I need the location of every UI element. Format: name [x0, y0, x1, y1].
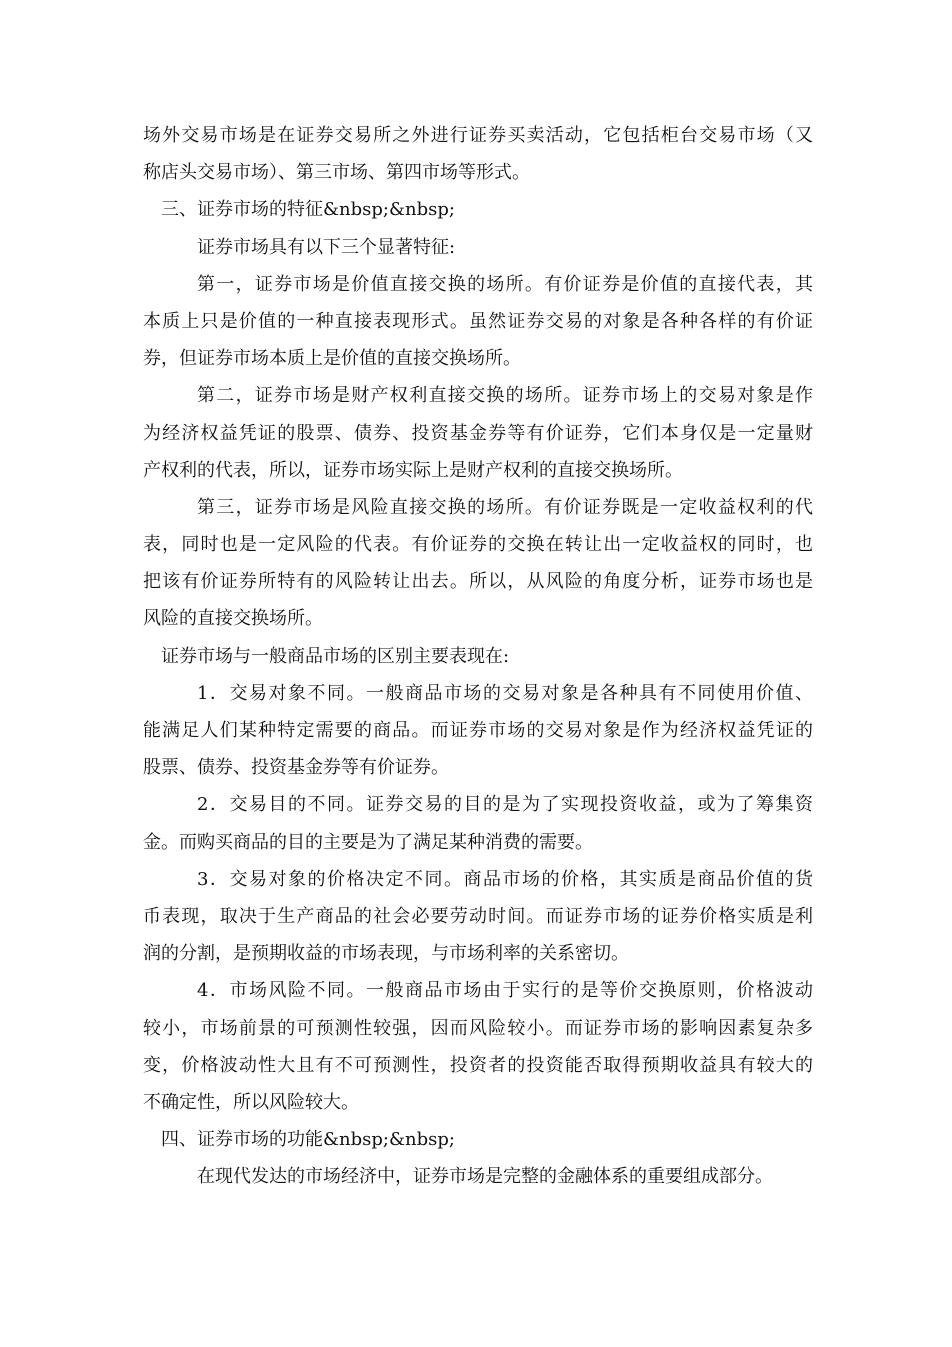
text-line: 不确定性，所以风险较大。	[143, 1091, 359, 1113]
text-line: 在现代发达的市场经济中，证券市场是完整的金融体系的重要组成部分。	[197, 1166, 773, 1188]
section-heading: 三、证券市场的特征&nbsp;&nbsp;	[161, 199, 455, 221]
text-line: 变，价格波动性大且有不可预测性，投资者的投资能否取得预期收益具有较大的	[143, 1054, 813, 1076]
document-body	[143, 117, 813, 1195]
text-line: 场外交易市场是在证券交易所之外进行证券买卖活动，它包括柜台交易市场（又	[143, 125, 813, 146]
text-line: 券，但证券市场本质上是价值的直接交换场所。	[143, 348, 521, 370]
text-line: 证券市场与一般商品市场的区别主要表现在:	[161, 645, 510, 667]
text-line: 第三，证券市场是风险直接交换的场所。有价证券既是一定收益权利的代	[197, 496, 813, 518]
text-line: 第一，证券市场是价值直接交换的场所。有价证券是价值的直接代表，其	[197, 273, 813, 295]
text-line: 风险的直接交换场所。	[143, 608, 323, 630]
text-line: 股票、债券、投资基金券等有价证券。	[143, 757, 449, 779]
text-line: 本质上只是价值的一种直接表现形式。虽然证券交易的对象是各种各样的有价证	[143, 310, 813, 332]
text-line: 较小，市场前景的可预测性较强，因而风险较小。而证券市场的影响因素复杂多	[143, 1017, 813, 1039]
text-line: 润的分割，是预期收益的市场表现，与市场利率的关系密切。	[143, 943, 629, 965]
list-item: 2．交易目的不同。证券交易的目的是为了实现投资收益，或为了筹集资	[197, 794, 813, 816]
section-heading: 四、证券市场的功能&nbsp;&nbsp;	[161, 1129, 455, 1151]
list-item: 4．市场风险不同。一般商品市场由于实行的是等价交换原则，价格波动	[197, 980, 813, 1002]
text-line: 证券市场具有以下三个显著特征:	[197, 236, 456, 258]
text-line: 产权利的代表，所以，证券市场实际上是财产权利的直接交换场所。	[143, 459, 683, 481]
text-line: 第二，证券市场是财产权利直接交换的场所。证券市场上的交易对象是作	[197, 385, 813, 407]
list-item: 3．交易对象的价格决定不同。商品市场的价格，其实质是商品价值的货	[197, 868, 813, 890]
text-line: 能满足人们某种特定需要的商品。而证券市场的交易对象是作为经济权益凭证的	[143, 720, 813, 741]
text-line: 把该有价证券所特有的风险转让出去。所以，从风险的角度分析，证券市场也是	[143, 571, 813, 593]
text-line: 金。而购买商品的目的主要是为了满足某种消费的需要。	[143, 831, 593, 853]
text-line: 称店头交易市场）、第三市场、第四市场等形式。	[143, 162, 530, 184]
text-line: 为经济权益凭证的股票、债券、投资基金券等有价证券，它们本身仅是一定量财	[143, 422, 813, 444]
list-item: 1．交易对象不同。一般商品市场的交易对象是各种具有不同使用价值、	[197, 682, 813, 704]
text-line: 币表现，取决于生产商品的社会必要劳动时间。而证券市场的证券价格实质是利	[143, 905, 813, 927]
text-line: 表，同时也是一定风险的代表。有价证券的交换在转让出一定收益权的同时，也	[143, 534, 813, 556]
